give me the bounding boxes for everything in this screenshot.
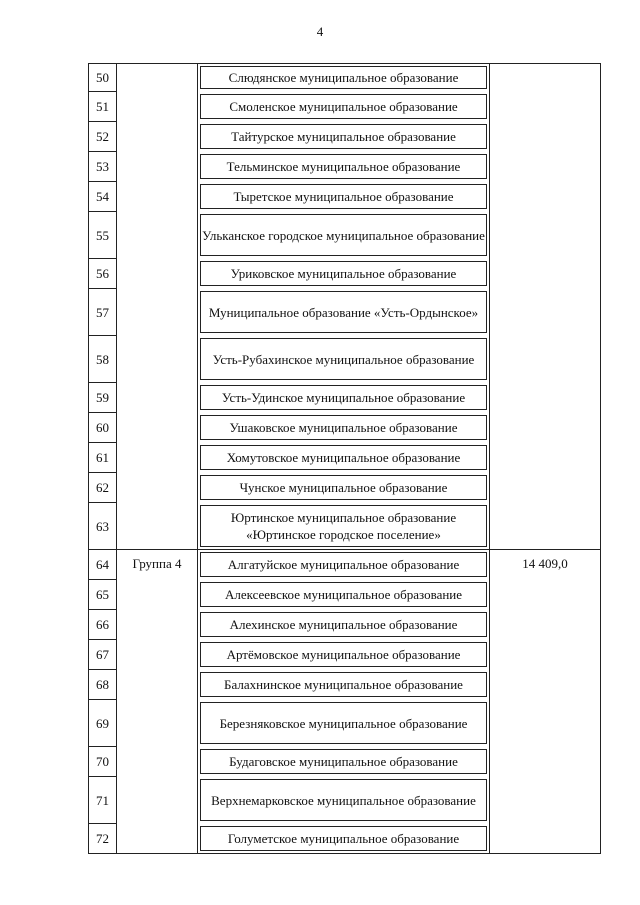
amount-value [490,824,600,829]
amount-value [490,336,600,341]
group-label [117,64,197,69]
row-number: 57 [89,289,117,336]
table-row [89,640,601,670]
amount-value [490,259,600,264]
municipality-name: Тельминское муниципальное образование [226,159,461,174]
municipality-name: Березняковское муниципальное образование [219,715,468,731]
row-number: 54 [89,182,117,212]
municipality-name: Алексеевское муниципальное образование [224,587,463,602]
amount-value [490,640,600,645]
table-row [89,383,601,413]
municipality-name: Артёмовское муниципальное образование [226,647,461,662]
group-label [117,336,197,341]
amount-value [490,747,600,752]
row-number: 51 [89,92,117,122]
municipality-name: Усть-Удинское муниципальное образование [221,390,466,405]
row-number: 65 [89,580,117,610]
row-number: 71 [89,777,117,824]
amount-value [490,503,600,508]
row-number: 61 [89,443,117,473]
table-row [89,259,601,289]
municipalities-table [88,63,601,854]
amount-value [490,413,600,418]
group-label [117,700,197,705]
row-number: 64 [89,550,117,580]
group-label [117,259,197,264]
group-label [117,383,197,388]
table-row [89,670,601,700]
municipality-name: Ульканское городское муниципальное образование [202,227,485,243]
group-label [117,670,197,675]
amount-value [490,289,600,294]
group-label [117,610,197,615]
municipality-name: Муниципальное образование «Усть-Ордынское» [208,304,479,320]
table-row [89,122,601,152]
table-row [89,212,601,259]
table-row [89,824,601,854]
row-number: 60 [89,413,117,443]
amount-value [490,152,600,157]
table-row [89,182,601,212]
amount-value [490,122,600,127]
group-label [117,289,197,294]
row-number: 50 [89,64,117,92]
group-label [117,122,197,127]
table-row [89,64,601,92]
table-row [89,550,601,580]
municipality-name: Ушаковское муниципальное образование [229,420,458,435]
amount-value [490,64,600,69]
municipality-name: Хомутовское муниципальное образование [226,450,461,465]
table-row [89,700,601,747]
municipality-name: Будаговское муниципальное образование [229,754,458,769]
amount-value [490,580,600,585]
municipality-name: Алехинское муниципальное образование [229,617,458,632]
municipality-name: Голуметское муниципальное образование [227,830,460,846]
row-number: 56 [89,259,117,289]
amount-value: 14 409,0 [522,556,568,571]
amount-value [490,473,600,478]
municipality-name: Чунское муниципальное образование [239,480,448,495]
row-number: 72 [89,824,117,854]
municipality-name: Верхнемарковское муниципальное образование [211,792,476,808]
amount-value [490,182,600,187]
group-label [117,824,197,829]
group-label [117,212,197,217]
table-row [89,747,601,777]
row-number: 53 [89,152,117,182]
group-label [117,640,197,645]
amount-value [490,700,600,705]
amount-value [490,610,600,615]
table-row [89,92,601,122]
row-number: 59 [89,383,117,413]
group-label [117,747,197,752]
page-number: 4 [316,24,324,39]
table-row [89,580,601,610]
table-row [89,610,601,640]
row-number: 52 [89,122,117,152]
municipality-name: Алгатуйское муниципальное образование [227,557,460,573]
municipality-name: Усть-Рубахинское муниципальное образование [212,351,475,367]
table-row [89,443,601,473]
row-number: 69 [89,700,117,747]
row-number: 62 [89,473,117,503]
municipality-name: Тыретское муниципальное образование [233,189,454,204]
row-number: 70 [89,747,117,777]
amount-value [490,443,600,448]
amount-value [490,92,600,97]
group-label [117,473,197,478]
municipality-name: Юртинское муниципальное образование «Юртинское городское поселение» [230,509,457,542]
row-number: 55 [89,212,117,259]
group-label [117,413,197,418]
group-label [117,443,197,448]
table-row [89,777,601,824]
table-row [89,152,601,182]
amount-value [490,777,600,782]
amount-value [490,383,600,388]
table-row [89,413,601,443]
row-number: 68 [89,670,117,700]
group-label: Группа 4 [132,556,182,571]
row-number: 63 [89,503,117,550]
group-label [117,152,197,157]
group-label [117,182,197,187]
municipality-name: Слюдянское муниципальное образование [228,70,459,86]
municipality-name: Уриковское муниципальное образование [230,266,457,281]
table-row [89,473,601,503]
row-number: 58 [89,336,117,383]
amount-value [490,670,600,675]
amount-value [490,212,600,217]
group-label [117,777,197,782]
row-number: 67 [89,640,117,670]
municipality-name: Тайтурское муниципальное образование [231,129,456,144]
table-row [89,503,601,550]
municipality-name: Балахнинское муниципальное образование [224,677,463,692]
municipality-name: Смоленское муниципальное образование [229,99,458,114]
table-row [89,289,601,336]
group-label [117,580,197,585]
group-label [117,92,197,97]
row-number: 66 [89,610,117,640]
table-row [89,336,601,383]
group-label [117,503,197,508]
